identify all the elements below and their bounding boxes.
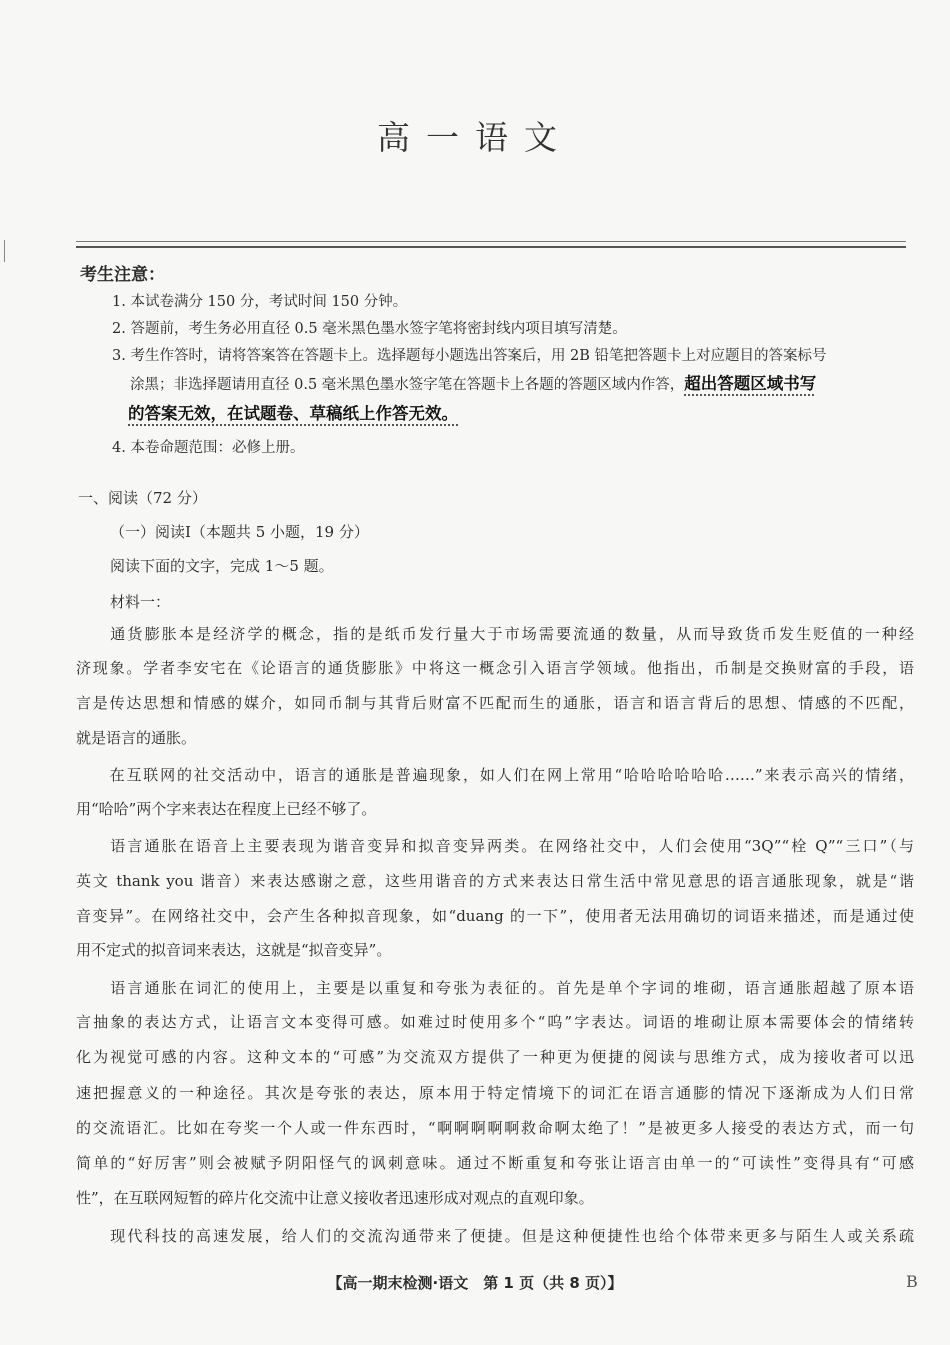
body-line: 在互联网的社交活动中，语言的通胀是普遍现象，如人们在网上常用“哈哈哈哈哈哈……”来表示高兴的情绪， bbox=[76, 766, 914, 784]
body-line: 就是语言的通胀。 bbox=[76, 729, 197, 747]
notice-item-3-plain: 涂黑；非选择题请用直径 0.5 毫米黑色墨水签字笔在答题卡上各题的答题区域内作答， bbox=[130, 377, 685, 393]
footer-version-code: B bbox=[906, 1272, 918, 1291]
body-line: 英文 thank you 谐音）来表达感谢之意，这些用谐音的方式来表达日常生活中常见意思的语言通胀现象，就是“谐 bbox=[76, 872, 914, 890]
reading-instruction: 阅读下面的文字，完成 1～5 题。 bbox=[110, 557, 334, 575]
section-heading: 一、阅读（72 分） bbox=[78, 489, 207, 507]
body-line: 言是传达思想和情感的媒介，如同币制与其背后财富不匹配而生的通胀，语言和语言背后的思想、情感的不匹配， bbox=[76, 694, 914, 712]
notice-item-3-emphasis-1: 超出答题区域书写 bbox=[684, 374, 817, 393]
body-line: 的交流语汇。比如在夸奖一个人或一件东西时，“啊啊啊啊啊救命啊太绝了！”是被更多人接受的表达方式，而一句 bbox=[76, 1119, 914, 1137]
notice-item-4: 4. 本卷命题范围：必修上册。 bbox=[112, 440, 305, 456]
notice-item-3-line-1: 3. 考生作答时，请将答案答在答题卡上。选择题每小题选出答案后，用 2B 铅笔把答题卡上对应题目的答案标号 bbox=[112, 348, 827, 364]
page-edge-mark bbox=[4, 240, 5, 262]
notice-item-3-emphasis-2: 的答案无效，在试题卷、草稿纸上作答无效。 bbox=[128, 404, 458, 423]
material-label: 材料一： bbox=[110, 593, 171, 611]
body-line: 速把握意义的一种途径。其次是夸张的表达，原本用于特定情境下的词汇在语言通膨的情况下逐渐成为人们日常 bbox=[76, 1084, 914, 1102]
body-line: 现代科技的高速发展，给人们的交流沟通带来了便捷。但是这种便捷性也给个体带来更多与陌生人或关系疏 bbox=[76, 1227, 914, 1245]
header-rule-thick bbox=[76, 246, 906, 248]
notice-item-3-line-3 bbox=[128, 400, 458, 424]
page-footer: 【高一期末检测·语文 第 1 页（共 8 页）】 bbox=[327, 1274, 623, 1292]
body-line: 言抽象的表达方式，让语言文本变得可感。如难过时使用多个“呜”字表达。词语的堆砌让原本需要体会的情绪转 bbox=[76, 1013, 914, 1031]
notice-heading: 考生注意： bbox=[80, 265, 165, 285]
body-line: 用“哈哈”两个字来表达在程度上已经不够了。 bbox=[76, 800, 377, 818]
notice-item-2: 2. 答题前，考生务必用直径 0.5 毫米黑色墨水签字笔将密封线内项目填写清楚。 bbox=[112, 321, 627, 337]
body-line: 简单的“好厉害”则会被赋予阴阳怪气的讽刺意味。通过不断重复和夸张让语言由单一的“可读性”变得具有“可感 bbox=[76, 1154, 914, 1172]
exam-title: 高一语文 bbox=[377, 118, 573, 157]
body-line: 通货膨胀本是经济学的概念，指的是纸币发行量大于市场需要流通的数量，从而导致货币发生贬值的一种经 bbox=[76, 625, 914, 643]
body-line: 音变异”。在网络社交中，会产生各种拟音现象，如“duang 的一下”，使用者无法用确切的词语来描述，而是通过使 bbox=[76, 907, 914, 925]
body-line: 性”，在互联网短暂的碎片化交流中让意义接收者迅速形成对观点的直观印象。 bbox=[76, 1189, 594, 1207]
sub-section-heading: （一）阅读Ⅰ（本题共 5 小题，19 分） bbox=[110, 523, 369, 541]
notice-item-3-line-2 bbox=[130, 370, 816, 394]
body-line: 化为视觉可感的内容。这种文本的“可感”为交流双方提供了一种更为便捷的阅读与思维方式，成为接收者可以迅 bbox=[76, 1048, 914, 1066]
body-line: 用不定式的拟音词来表达，这就是“拟音变异”。 bbox=[76, 941, 392, 959]
notice-item-1: 1. 本试卷满分 150 分，考试时间 150 分钟。 bbox=[112, 294, 408, 310]
body-line: 语言通胀在语音上主要表现为谐音变异和拟音变异两类。在网络社交中，人们会使用“3Q”“栓 Q”“三口”（与 bbox=[76, 837, 914, 855]
header-rule-thin bbox=[76, 241, 906, 242]
body-line: 济现象。学者李安宅在《论语言的通货膨胀》中将这一概念引入语言学领域。他指出，币制是交换财富的手段，语 bbox=[76, 659, 914, 677]
body-line: 语言通胀在词汇的使用上，主要是以重复和夸张为表征的。首先是单个字词的堆砌，语言通胀超越了原本语 bbox=[76, 979, 914, 997]
